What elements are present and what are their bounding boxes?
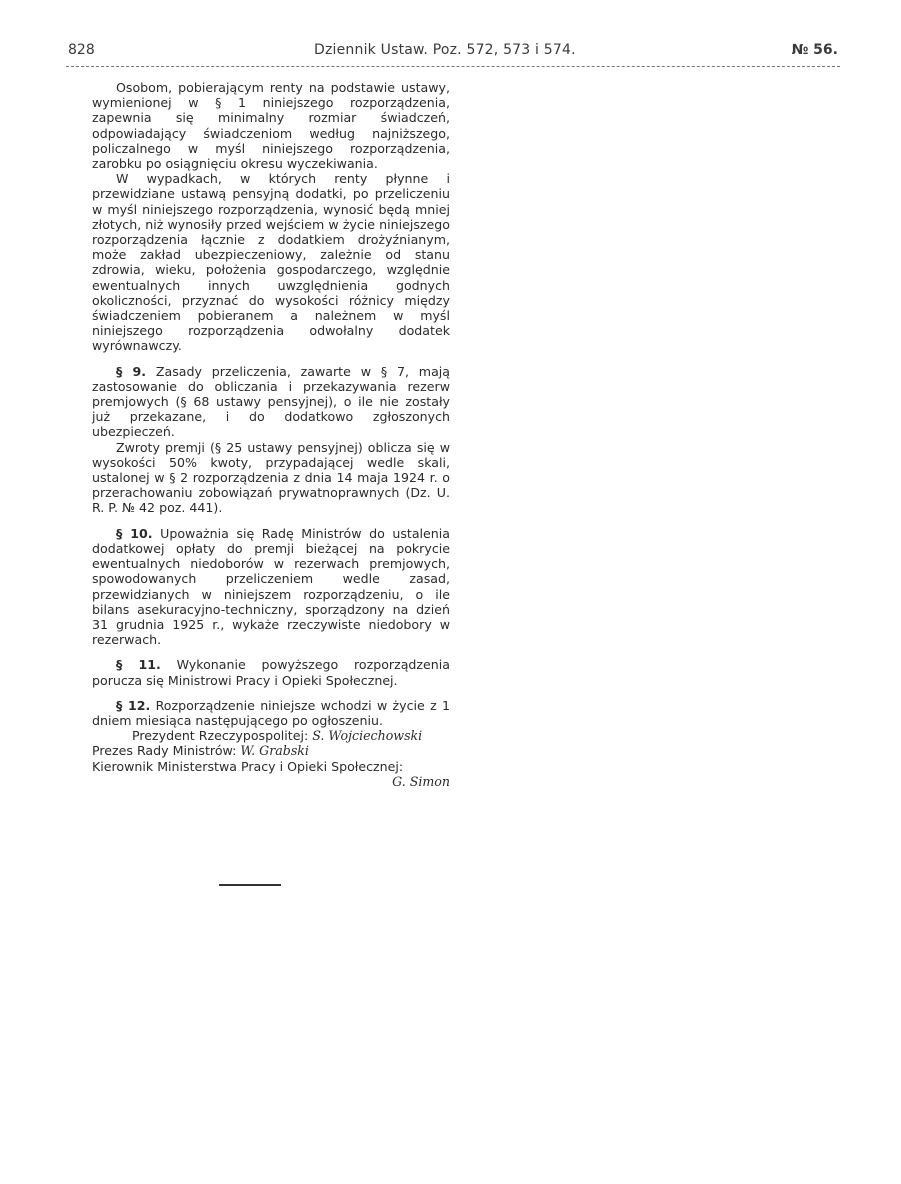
signature-premier	[92, 743, 450, 758]
paragraph-premium-refunds: Zwroty premji (§ 25 ustawy pensyjnej) oblicza się w wysokości 50% kwoty, przypadającej wedle skali, ustalonej w § 2 rozporządzenia z dnia 14 maja 1924 r. o przerachowaniu zobowiązań prywatnoprawnych (Dz. U. R. P. № 42 poz. 441).	[92, 439, 450, 516]
section-9	[92, 364, 450, 440]
president-name: S. Wojciechowski	[312, 728, 423, 744]
premier-label: Prezes Rady Ministrów:	[92, 743, 237, 759]
page-header	[68, 42, 838, 64]
president-label: Prezydent Rzeczypospolitej:	[132, 728, 309, 744]
paragraph-compensation-allowance: W wypadkach, w których renty płynne i przewidziane ustawą pensyjną dodatki, po przeliczeniu w myśl niniejszego rozporządzenia, wynosić będą mniej złotych, niż wynosiły przed wejściem w życie niniejszego rozporządzenia łącznie z dodatkiem drożyźnianym, może zakład ubezpieczeniowy, zależnie od stanu zdrowia, wieku, położenia gospodarczego, względnie ewentualnych innych uwzględnienia godnych okoliczności, przyznać do wysokości różnicy między świadczeniem pobieranem a należnem w myśl niniejszego rozporządzenia odwołalny dodatek wyrównawczy.	[92, 171, 450, 354]
issue-number: № 56.	[791, 42, 838, 58]
signature-president	[92, 728, 450, 743]
section-12-mark: § 12.	[116, 697, 151, 713]
signature-minister-label: Kierownik Ministerstwa Pracy i Opieki Społecznej:	[92, 758, 404, 774]
section-11-text: Wykonanie powyższego rozporządzenia porucza się Ministrowi Pracy i Opieki Społecznej.	[92, 657, 450, 688]
page-number: 828	[68, 42, 95, 58]
section-10-text: Upoważnia się Radę Ministrów do ustalenia dodatkowej opłaty do premji bieżącej na pokrycie ewentualnych niedoborów w rezerwach premjowych, spowodowanych przeliczeniem wedle zasad, przewidzianych w niniejszem rozporządzeniu, o ile bilans asekuracyjno-techniczny, sporządzony na dzień 31 grudnia 1925 r., wykaże rzeczywiste niedobory w rezerwach.	[92, 525, 450, 648]
premier-name: W. Grabski	[240, 743, 309, 759]
paragraph-pension-minimum: Osobom, pobierającym renty na podstawie ustawy, wymienionej w § 1 niniejszego rozporządzenia, zapewnia się minimalny rozmiar świadczeń, odpowiadający świadczeniom według najniższego, policzalnego w myśl niniejszego rozporządzenia, zarobku po osiągnięciu okresu wyczekiwania.	[92, 80, 450, 172]
section-10-mark: § 10.	[116, 525, 153, 541]
journal-title: Dziennik Ustaw. Poz. 572, 573 i 574.	[314, 42, 576, 58]
section-11-mark: § 11.	[116, 657, 161, 673]
section-12	[92, 698, 450, 728]
section-11	[92, 657, 450, 687]
section-9-text: Zasady przeliczenia, zawarte w § 7, mają zastosowanie do obliczania i przekazywania rezerw premjowych (§ 68 ustawy pensyjnej), o ile nie zostały już przekazane, i do dodatkowo zgłoszonych ubezpieczeń.	[92, 363, 450, 440]
section-9-mark: § 9.	[116, 363, 147, 379]
header-divider	[66, 66, 840, 67]
closing-rule	[219, 884, 281, 886]
signature-minister-name: G. Simon	[392, 773, 450, 789]
text-column	[92, 80, 450, 789]
section-12-text: Rozporządzenie niniejsze wchodzi w życie z 1 dniem miesiąca następującego po ogłoszeniu.	[92, 697, 450, 728]
section-10	[92, 526, 450, 648]
